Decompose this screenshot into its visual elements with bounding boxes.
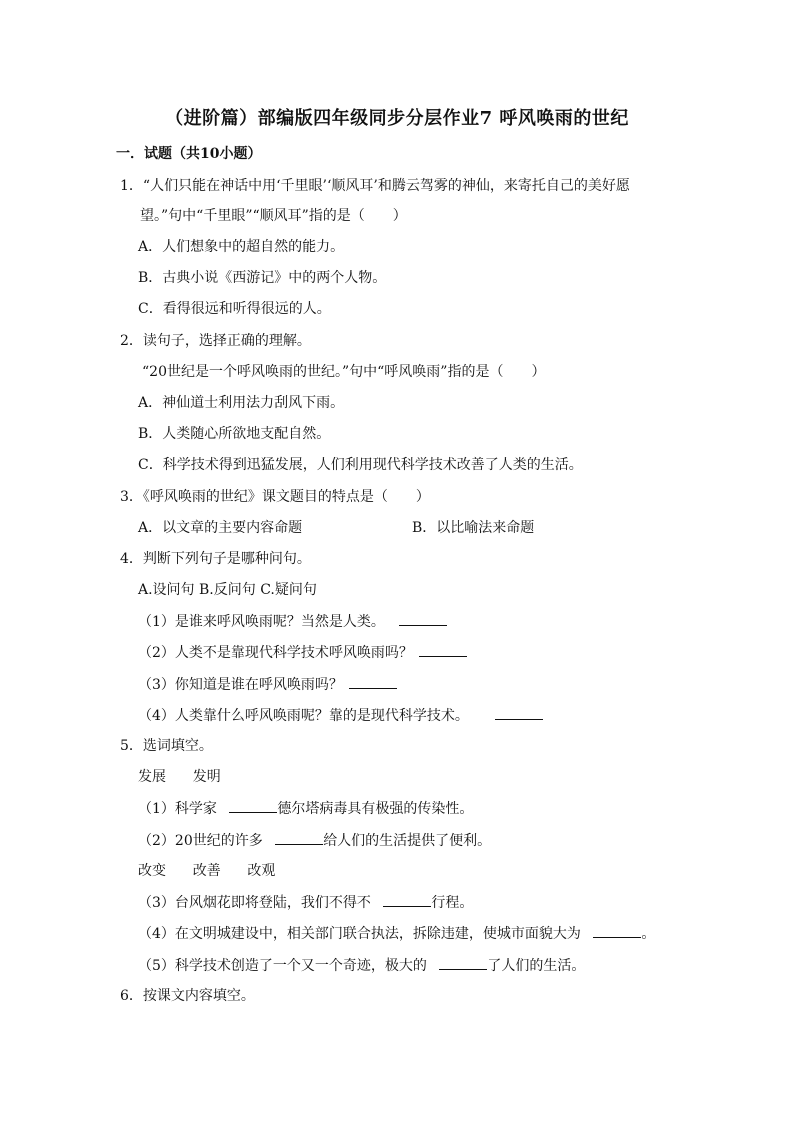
- q5-sentence-5: [138, 955, 585, 976]
- q3-option-b: B．以比喻法来命题: [412, 520, 535, 536]
- q3-option-a: A．以文章的主要内容命题: [138, 520, 303, 536]
- q5-word-bank-2: 改变 改善 改观: [138, 863, 276, 879]
- q5-sentence-1: [138, 798, 473, 819]
- q3-stem: 3．《呼风唤雨的世纪》课文题目的特点是（ ）: [120, 489, 430, 505]
- q5-sentence-1-part-b: 德尔塔病毒具有极强的传染性。: [277, 801, 474, 817]
- q4-sentence-1-text: （1）是谁来呼风唤雨呢？当然是人类。: [138, 614, 385, 630]
- q1-option-c: C．看得很远和听得很远的人。: [138, 301, 331, 317]
- q5-sentence-2-part-b: 给人们的生活提供了便利。: [323, 833, 492, 849]
- q2-option-c: C．科学技术得到迅猛发展，人们利用现代科学技术改善了人类的生活。: [138, 457, 583, 473]
- q5-sentence-4: [138, 923, 655, 944]
- q4-sentence-4-text: （4）人类靠什么呼风唤雨呢？靠的是现代科学技术。: [138, 708, 469, 724]
- q4-sentence-3-text: （3）你知道是谁在呼风唤雨吗？: [138, 677, 343, 693]
- q5-sentence-5-part-a: （5）科学技术创造了一个又一个奇迹，极大的: [138, 958, 427, 974]
- q1-stem-line1: 1．“人们只能在神话中用‘千里眼’‘顺风耳’和腾云驾雾的神仙，来寄托自己的美好愿: [120, 178, 630, 194]
- q2-sentence: “20世纪是一个呼风唤雨的世纪。”句中“呼风唤雨”指的是（ ）: [142, 364, 546, 380]
- q5-answer-blank-2[interactable]: [275, 830, 323, 845]
- q4-sentence-3: [138, 674, 397, 695]
- q4-answer-blank-3[interactable]: [349, 674, 397, 689]
- q5-sentence-3: [138, 892, 473, 913]
- q1-option-b: B．古典小说《西游记》中的两个人物。: [138, 270, 387, 286]
- q4-answer-blank-4[interactable]: [495, 705, 543, 720]
- q1-option-a: A．人们想象中的超自然的能力。: [138, 239, 345, 255]
- q5-sentence-5-part-b: 了人们的生活。: [487, 958, 586, 974]
- q4-sentence-1: [138, 611, 447, 632]
- section-heading: 一．试题（共10小题）: [116, 146, 262, 162]
- q5-sentence-4-part-a: （4）在文明城建设中，相关部门联合执法，拆除违建，使城市面貌大为: [138, 926, 581, 942]
- q4-options: A.设问句 B.反问句 C.疑问句: [138, 582, 317, 598]
- q1-stem-line2: 望。”句中“千里眼”“顺风耳”指的是（ ）: [140, 208, 407, 224]
- q4-sentence-4: [138, 705, 543, 726]
- q5-sentence-2: [138, 830, 491, 851]
- q4-sentence-2: [138, 642, 467, 663]
- q5-answer-blank-1[interactable]: [229, 798, 277, 813]
- q4-stem: 4．判断下列句子是哪种问句。: [120, 551, 311, 567]
- q4-answer-blank-1[interactable]: [399, 611, 447, 626]
- q5-sentence-3-part-a: （3）台风烟花即将登陆，我们不得不: [138, 895, 371, 911]
- q2-option-a: A．神仙道士利用法力刮风下雨。: [138, 395, 345, 411]
- q5-sentence-2-part-a: （2）20世纪的许多: [138, 833, 263, 849]
- q2-stem: 2．读句子，选择正确的理解。: [120, 333, 311, 349]
- page-title: （进阶篇）部编版四年级同步分层作业7 呼风唤雨的世纪: [165, 108, 629, 129]
- q5-answer-blank-3[interactable]: [383, 892, 431, 907]
- q2-option-b: B．人类随心所欲地支配自然。: [138, 426, 331, 442]
- q5-stem: 5．选词填空。: [120, 738, 213, 754]
- q5-sentence-3-part-b: 行程。: [431, 895, 474, 911]
- q4-sentence-2-text: （2）人类不是靠现代科学技术呼风唤雨吗？: [138, 645, 413, 661]
- q4-answer-blank-2[interactable]: [419, 642, 467, 657]
- q5-answer-blank-4[interactable]: [593, 923, 641, 938]
- q5-answer-blank-5[interactable]: [439, 955, 487, 970]
- q5-sentence-4-part-b: 。: [641, 926, 656, 942]
- q6-stem: 6．按课文内容填空。: [120, 988, 255, 1004]
- q5-sentence-1-part-a: （1）科学家: [138, 801, 217, 817]
- q5-word-bank-1: 发展 发明: [138, 769, 221, 785]
